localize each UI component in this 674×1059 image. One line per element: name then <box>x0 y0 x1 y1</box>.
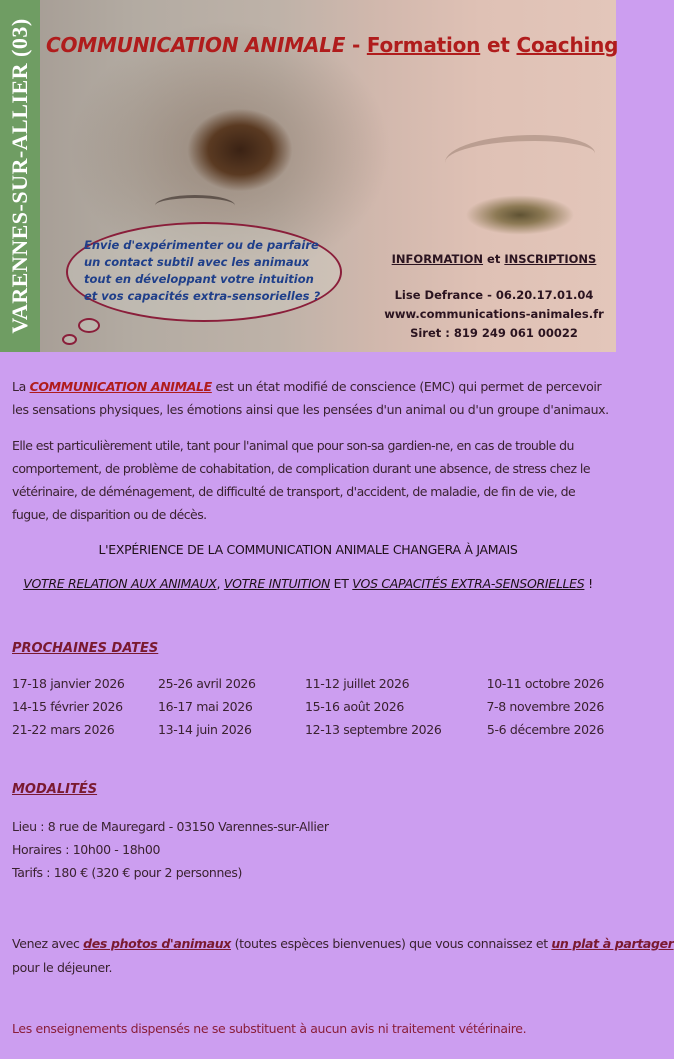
title-separator: - <box>345 33 367 57</box>
date-item: 7-8 novembre 2026 <box>486 699 604 714</box>
info-heading-part2: INSCRIPTIONS <box>504 252 597 266</box>
lieu-line: Lieu : 8 rue de Mauregard - 03150 Varennes-sur-Allier <box>12 819 329 834</box>
intro-highlight: COMMUNICATION ANIMALE <box>29 379 212 394</box>
date-item: 5-6 décembre 2026 <box>486 722 604 737</box>
bring-mid: (toutes espèces bienvenues) que vous connaissez et <box>231 936 552 951</box>
bring-pre: Venez avec <box>12 936 84 951</box>
date-item: 15-16 août 2026 <box>305 699 404 714</box>
experience-sep2: ET <box>330 576 353 591</box>
title-coaching: Coaching <box>516 33 619 57</box>
bubble-text <box>84 237 334 305</box>
intro-post: est un état modifié de conscience (EMC) qui permet de percevoir les sensations physiques, les émotions ainsi que les pensées d'un animal ou d'un groupe d'animaux. <box>12 379 609 417</box>
bring-plat: un plat à partager <box>551 936 674 951</box>
main-title <box>46 33 619 57</box>
modalites-title: MODALITÉS <box>12 782 98 797</box>
intro-paragraph-2: Elle est particulièrement utile, tant pour l'animal que pour son-sa gardien-ne, en cas de trouble du comportement, de problème de cohabitation, de complication durant une absence, de stress chez le vétérinaire, de déménagement, de difficulté de transport, d'accident, de maladie, de fin de vie, de fugue, de disparition ou de décès. <box>12 438 590 522</box>
bubble-line: et vos capacités extra-sensorielles ? <box>84 289 321 303</box>
bring-photos: des photos d'animaux <box>83 936 231 951</box>
date-item: 13-14 juin 2026 <box>158 722 252 737</box>
dates-column-2 <box>158 672 256 741</box>
date-item: 11-12 juillet 2026 <box>305 676 410 691</box>
info-heading <box>372 252 616 266</box>
dates-title: PROCHAINES DATES <box>12 641 159 656</box>
side-location-title: VARENNES-SUR-ALLIER (03) <box>7 18 32 334</box>
bubble-puff-1 <box>78 318 100 333</box>
dates-column-1 <box>12 672 125 741</box>
dates-column-4 <box>476 672 604 741</box>
info-heading-and: et <box>483 252 505 266</box>
intro-paragraph-1 <box>12 375 612 421</box>
title-formation: Formation <box>366 33 481 57</box>
header-photo <box>0 0 619 352</box>
disclaimer: Les enseignements dispensés ne se substituent à aucun avis ni traitement vétérinaire. <box>12 1021 527 1036</box>
bring-line-2: pour le déjeuner. <box>12 960 113 975</box>
date-item: 14-15 février 2026 <box>12 699 123 714</box>
info-heading-part1: INFORMATION <box>391 252 484 266</box>
bubble-line: un contact subtil avec les animaux <box>84 255 310 269</box>
bubble-puff-2 <box>62 334 77 345</box>
intro-pre: La <box>12 379 30 394</box>
horaires-line: Horaires : 10h00 - 18h00 <box>12 842 161 857</box>
experience-line-1: L'EXPÉRIENCE DE LA COMMUNICATION ANIMALE CHANGERA À JAMAIS <box>98 542 518 557</box>
info-box <box>372 252 616 343</box>
date-item: 21-22 mars 2026 <box>12 722 115 737</box>
dates-column-3 <box>305 672 441 741</box>
experience-intuition: VOTRE INTUITION <box>223 576 330 591</box>
horse-eye-lashes <box>155 195 235 216</box>
date-item: 10-11 octobre 2026 <box>486 676 604 691</box>
date-item: 16-17 mai 2026 <box>158 699 253 714</box>
website-link[interactable]: www.communications-animales.fr <box>384 307 604 321</box>
title-part1: COMMUNICATION ANIMALE <box>46 33 346 57</box>
side-band <box>0 0 40 352</box>
date-item: 12-13 septembre 2026 <box>305 722 442 737</box>
experience-sep1: , <box>216 576 224 591</box>
date-item: 25-26 avril 2026 <box>158 676 256 691</box>
experience-end: ! <box>584 576 593 591</box>
date-item: 17-18 janvier 2026 <box>12 676 125 691</box>
experience-relation: VOTRE RELATION AUX ANIMAUX <box>23 576 217 591</box>
tarifs-line: Tarifs : 180 € (320 € pour 2 personnes) <box>12 865 243 880</box>
human-eyebrow <box>445 135 595 181</box>
bring-line-1 <box>12 932 674 955</box>
experience-capacites: VOS CAPACITÉS EXTRA-SENSORIELLES <box>352 576 585 591</box>
bubble-line: tout en développant votre intuition <box>84 272 314 286</box>
siret-line: Siret : 819 249 061 00022 <box>410 326 578 340</box>
contact-line: Lise Defrance - 06.20.17.01.04 <box>394 288 594 302</box>
title-and: et <box>480 33 517 57</box>
experience-line-2 <box>0 576 616 591</box>
bubble-line: Envie d'expérimenter ou de parfaire <box>84 238 319 252</box>
